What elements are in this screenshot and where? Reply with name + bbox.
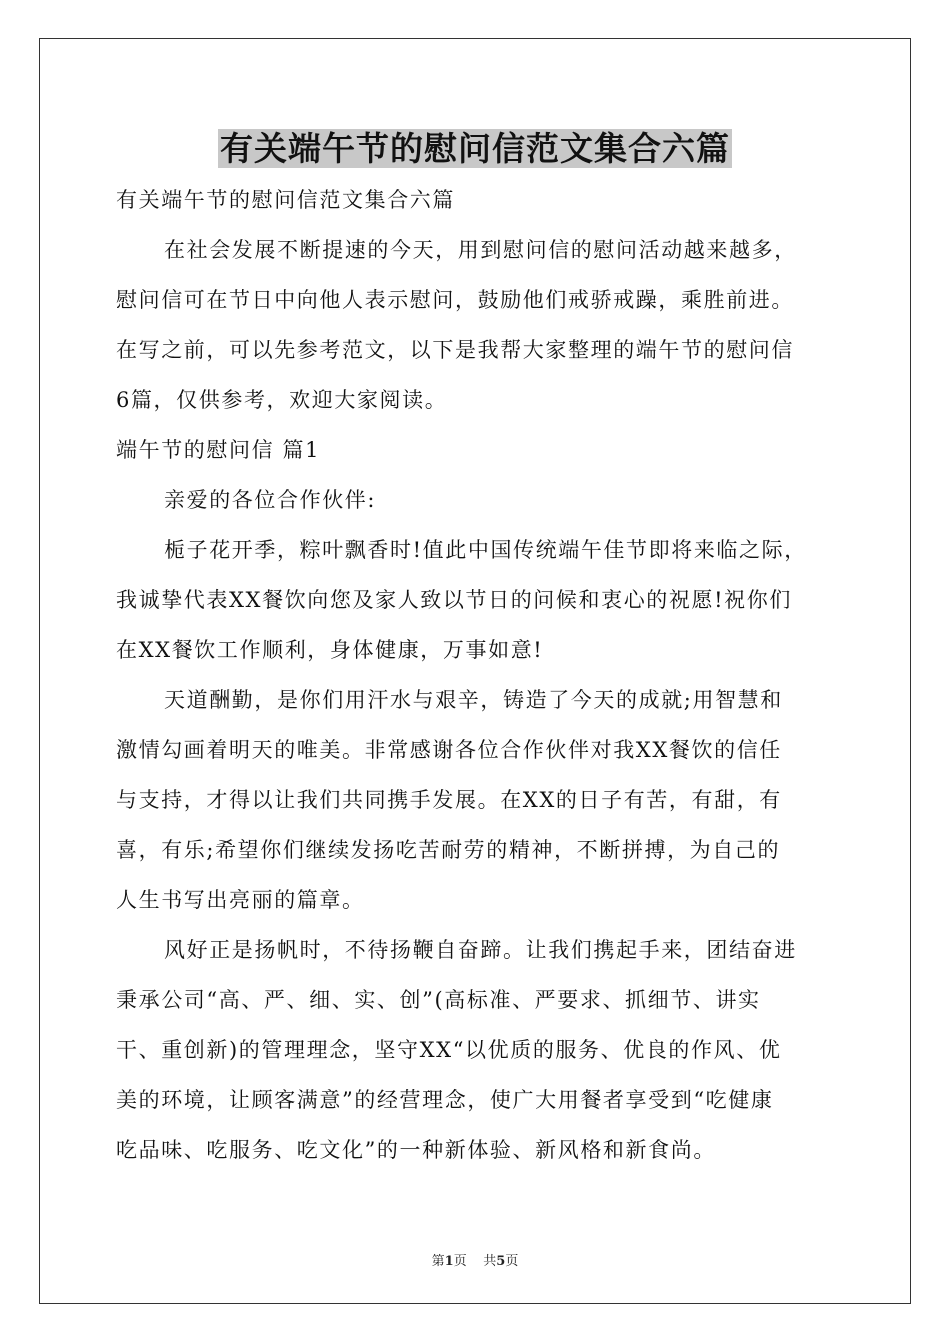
text-line: 与支持，才得以让我们共同携手发展。在XX的日子有苦，有甜，有: [116, 788, 782, 812]
text-line: 秉承公司“高、严、细、实、创”(高标准、严要求、抓细节、讲实: [116, 988, 761, 1012]
text-line: 端午节的慰问信 篇1: [116, 438, 321, 462]
page-number: 1: [444, 1254, 454, 1269]
text-line: 6篇，仅供参考，欢迎大家阅读。: [116, 388, 448, 412]
text-line: 天道酬勤，是你们用汗水与艰辛，铸造了今天的成就;用智慧和: [164, 688, 783, 712]
text-line: 亲爱的各位合作伙伴:: [164, 488, 377, 512]
document-body: [116, 178, 838, 1178]
text-line: 栀子花开季，粽叶飘香时!值此中国传统端午佳节即将来临之际，: [164, 538, 807, 562]
text-line: 在社会发展不断提速的今天，用到慰问信的慰问活动越来越多，: [164, 238, 797, 262]
paragraph-lines: [116, 228, 838, 1178]
text-line: 风好正是扬帆时，不待扬鞭自奋蹄。让我们携起手来，团结奋进: [164, 938, 797, 962]
text-line: 美的环境，让顾客满意”的经营理念，使广大用餐者享受到“吃健康: [116, 1088, 774, 1112]
document-title: [0, 126, 950, 172]
document-subtitle: 有关端午节的慰问信范文集合六篇: [116, 188, 455, 212]
document-title-text: 有关端午节的慰问信范文集合六篇: [220, 129, 730, 168]
text-line: 激情勾画着明天的唯美。非常感谢各位合作伙伴对我XX餐饮的信任: [116, 738, 782, 762]
text-line: 喜，有乐;希望你们继续发扬吃苦耐劳的精神，不断拼搏，为自己的: [116, 838, 781, 862]
page-footer: [0, 1250, 950, 1269]
text-line: 干、重创新)的管理理念，坚守XX“以优质的服务、优良的作风、优: [116, 1038, 782, 1062]
page-prefix: 第: [431, 1254, 445, 1269]
text-line: 在写之前，可以先参考范文，以下是我帮大家整理的端午节的慰问信: [116, 338, 794, 362]
page-suffix: 页: [453, 1254, 467, 1269]
text-line: 在XX餐饮工作顺利，身体健康，万事如意!: [116, 638, 544, 662]
text-line: 我诚挚代表XX餐饮向您及家人致以节日的问候和衷心的祝愿!祝你们: [116, 588, 792, 612]
total-prefix: 共: [483, 1254, 497, 1269]
text-line: 人生书写出亮丽的篇章。: [116, 888, 365, 912]
text-line: 慰问信可在节日中向他人表示慰问，鼓励他们戒骄戒躁，乘胜前进。: [116, 288, 794, 312]
total-suffix: 页: [505, 1254, 519, 1269]
text-line: 吃品味、吃服务、吃文化”的一种新体验、新风格和新食尚。: [116, 1138, 716, 1162]
total-pages: 5: [496, 1254, 506, 1269]
